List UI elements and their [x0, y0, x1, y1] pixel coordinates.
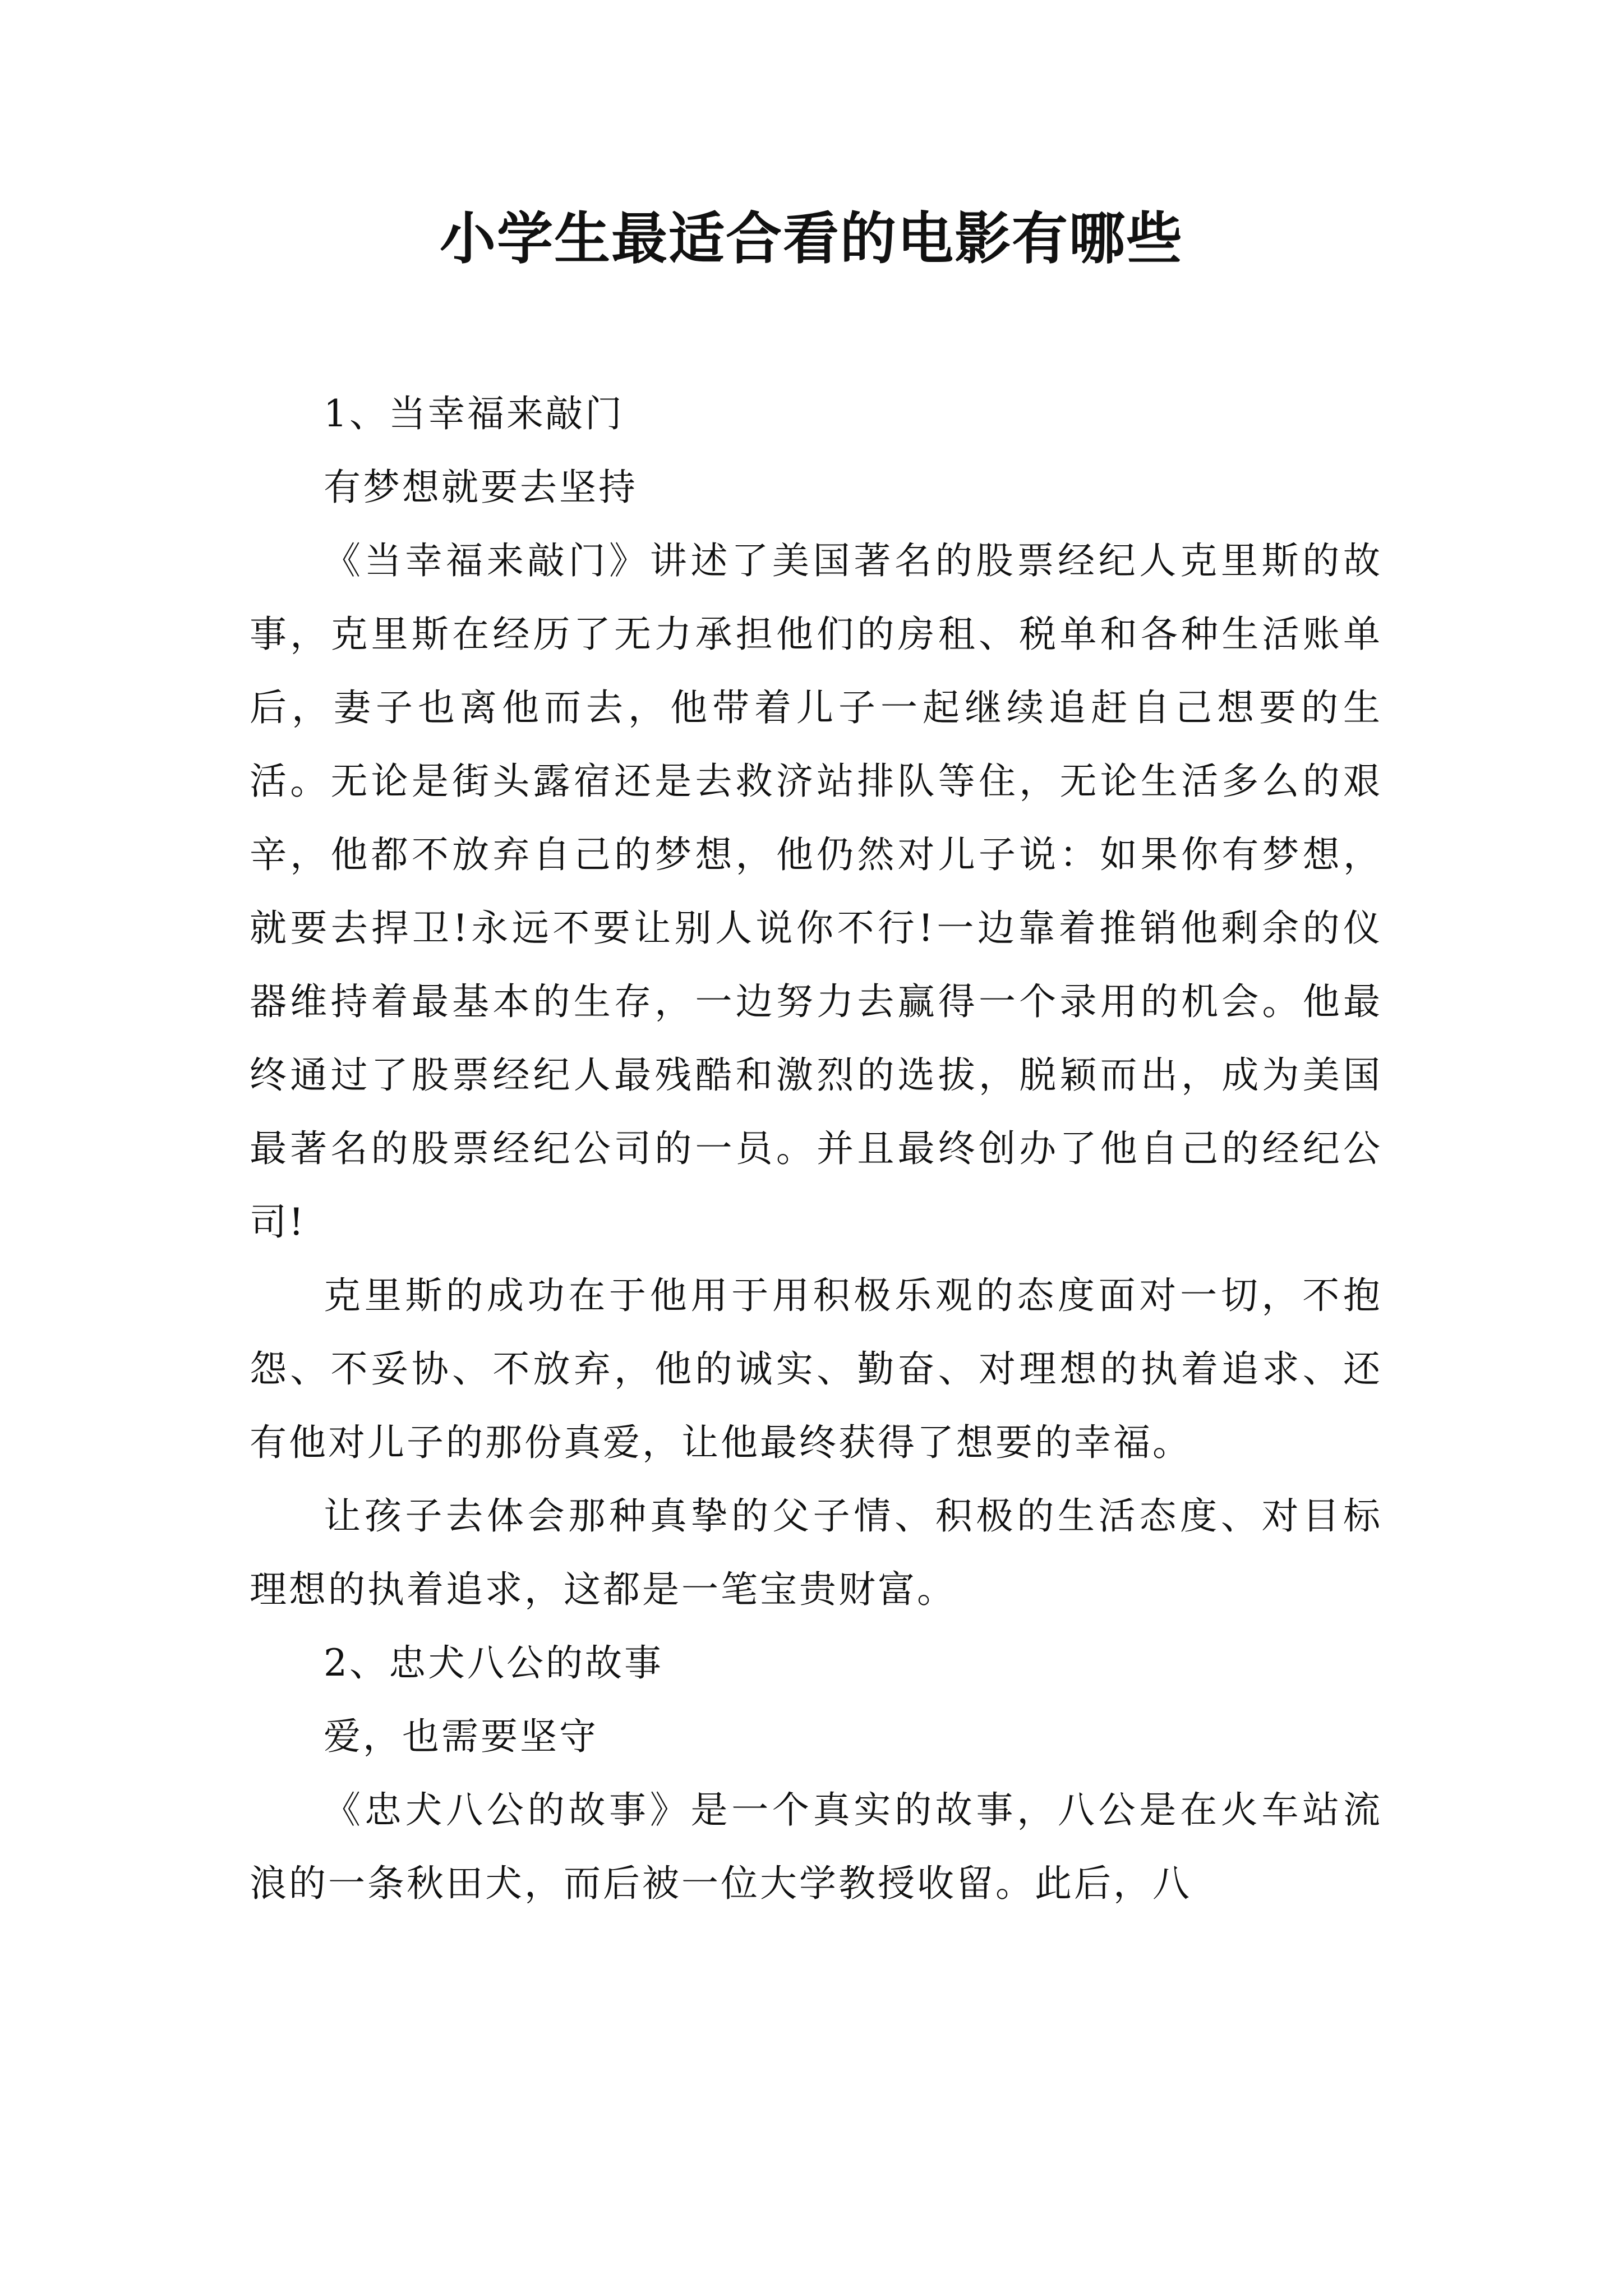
section-subheading-2: 爱，也需要坚守 — [324, 1715, 598, 1758]
document-body — [250, 377, 1382, 1920]
document-title: 小学生最适合看的电影有哪些 — [440, 205, 1183, 272]
section-heading-2: 2、忠犬八公的故事 — [324, 1641, 663, 1685]
body-paragraph-3: 让孩子去体会那种真挚的父子情、积极的生活态度、对目标理想的执着追求，这都是一笔宝贵财富。 — [250, 1494, 1382, 1611]
section-heading-1: 1、当幸福来敲门 — [324, 392, 624, 435]
body-paragraph-4: 《忠犬八公的故事》是一个真实的故事，八公是在火车站流浪的一条秋田犬，而后被一位大学教授收留。此后，八 — [250, 1788, 1382, 1905]
body-paragraph-1: 《当幸福来敲门》讲述了美国著名的股票经纪人克里斯的故事，克里斯在经历了无力承担他们的房租、税单和各种生活账单后，妻子也离他而去，他带着儿子一起继续追赶自己想要的生活。无论是街头露宿还是去救济站排队等住，无论生活多么的艰辛，他都不放弃自己的梦想，他仍然对儿子说：如果你有梦想，就要去捍卫!永远不要让别人说你不行!一边靠着推销他剩余的仪器维持着最基本的生存，一边努力去赢得一个录用的机会。他最终通过了股票经纪人最残酷和激烈的选拔，脱颖而出，成为美国最著名的股票经纪公司的一员。并且最终创办了他自己的经纪公司! — [250, 539, 1382, 1244]
body-paragraph-2: 克里斯的成功在于他用于用积极乐观的态度面对一切，不抱怨、不妥协、不放弃，他的诚实、勤奋、对理想的执着追求、还有他对儿子的那份真爱，让他最终获得了想要的幸福。 — [250, 1274, 1382, 1464]
section-subheading-1: 有梦想就要去坚持 — [324, 466, 638, 509]
